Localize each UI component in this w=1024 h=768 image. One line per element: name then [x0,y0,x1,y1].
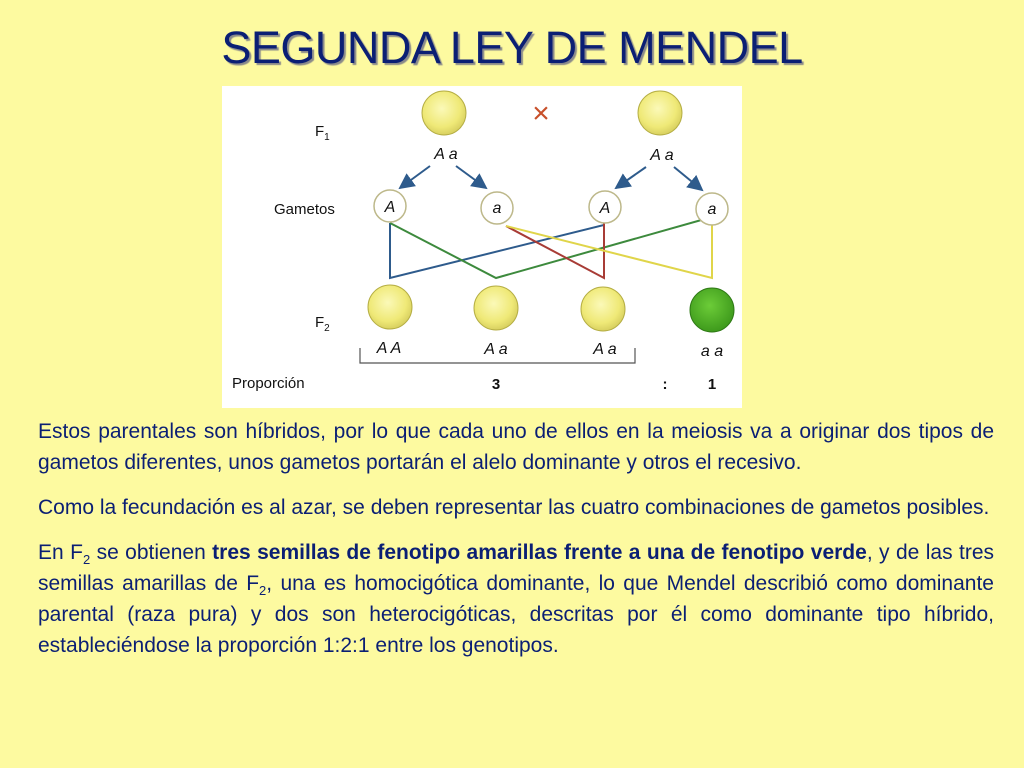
parent-left-genotype: A a [434,146,458,163]
cross-symbol: × [532,97,550,130]
label-f2: $F_2$ [315,314,330,334]
arrow-left-b [456,166,486,188]
ratio-separator: : [662,376,668,393]
ratio-green: 1 [707,376,717,393]
p3-part-d: , una es homocigótica dominante, lo que Mendel describió como dominante parental (raza pura) y dos son heterocigóticas, descritas por él como dominante tipo híbrido, estableciéndose la proporción 1:2:1 entre los genotipos. [38,572,994,657]
offspring-genotype-1: A A [376,340,402,357]
explanation-text [38,416,994,661]
gamete-1-label: A [384,199,396,216]
ratio-yellow: 3 [491,376,501,393]
line-Aa-2 [506,223,604,278]
gamete-4-label: a [707,201,717,218]
gamete-2-label: a [492,200,502,217]
p3-sub-1: 2 [82,552,91,568]
arrow-left-a [400,166,430,188]
line-aa [506,224,712,278]
cross-diagram-svg [222,86,742,408]
label-proporcion: Proporción [232,375,305,392]
gamete-3-label: A [599,200,611,217]
slide-title: SEGUNDA LEY DE MENDEL [221,22,803,73]
parent-right-seed [638,91,682,135]
arrow-right-b [674,167,702,190]
mendel-cross-diagram [222,86,742,408]
parent-right-genotype: A a [650,147,674,164]
paragraph-1: Estos parentales son híbridos, por lo que cada uno de ellos en la meiosis va a originar dos tipos de gametos diferentes, unos gametos portarán el alelo dominante y otros el recesivo. [38,420,994,474]
line-Aa-1 [390,217,712,278]
label-gametos: Gametos [274,201,335,218]
line-AA [390,216,604,278]
label-f1: $F_1$ [315,123,330,143]
offspring-seed-1 [368,285,412,329]
offspring-seed-2 [474,286,518,330]
offspring-genotype-2: A a [484,341,508,358]
paragraph-2: Como la fecundación es al azar, se deben representar las cuatro combinaciones de gametos posibles. [38,496,990,519]
offspring-genotype-3: A a [593,341,617,358]
offspring-seed-4 [690,288,734,332]
paragraph-3 [38,537,994,661]
parent-left-seed [422,91,466,135]
offspring-genotype-4: a a [700,343,724,360]
p3-sub-2: 2 [259,583,267,599]
p3-part-a: En F [38,541,83,564]
p3-part-c: , y de las tres semillas amarillas de F [38,541,995,595]
p3-part-b: se obtienen [90,541,213,564]
p3-bold: tres semillas de fenotipo amarillas frente a una de fenotipo verde [212,541,867,564]
offspring-seed-3 [581,287,625,331]
arrow-right-a [616,167,646,188]
